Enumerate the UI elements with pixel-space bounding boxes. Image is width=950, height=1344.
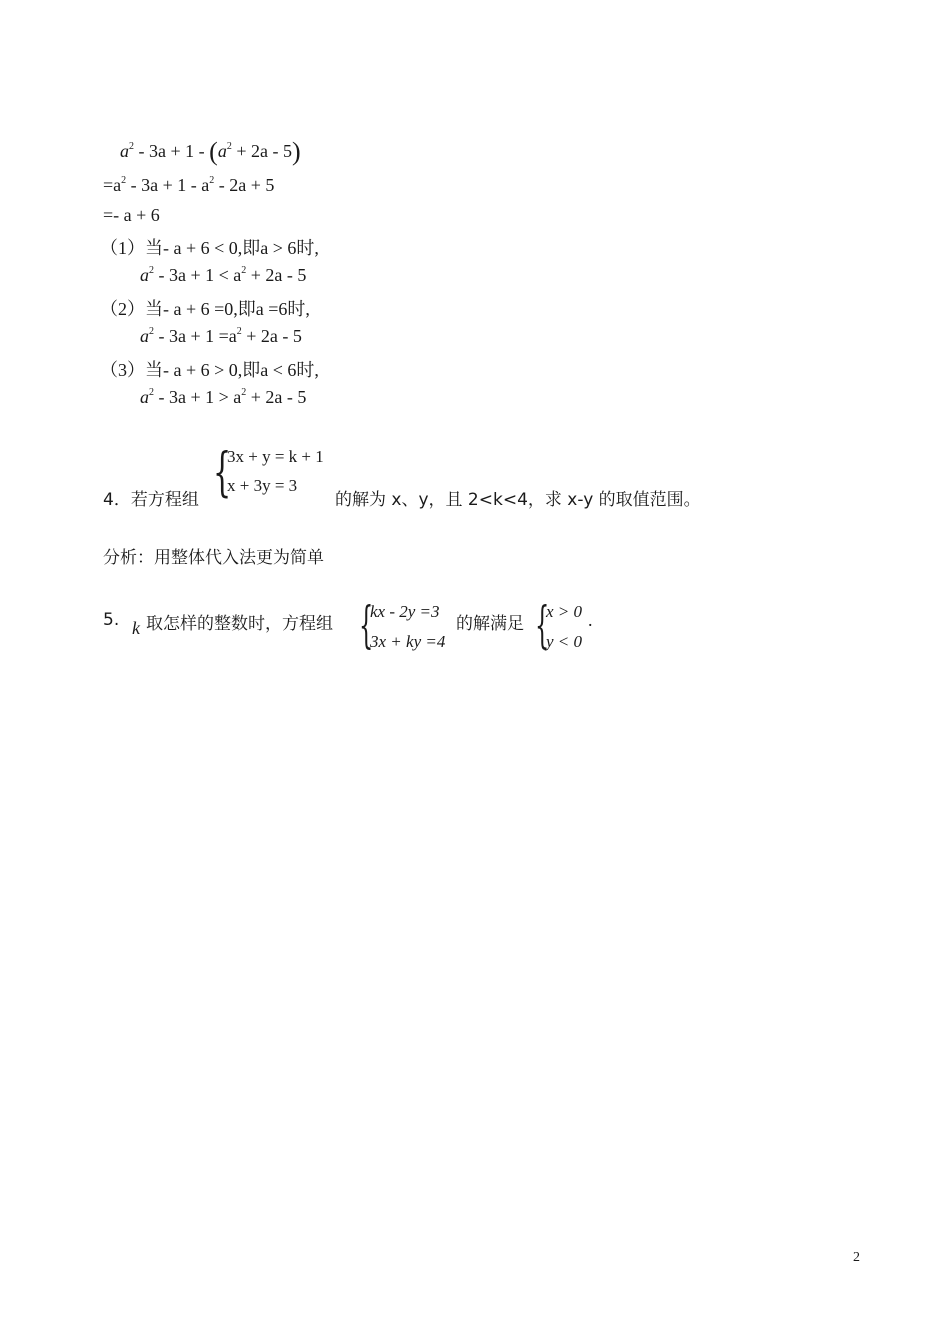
q4-equation-2: x + 3y = 3 [227, 476, 298, 495]
q5-brace-1: { [359, 596, 374, 654]
q5-condition-2: y < 0 [546, 632, 583, 651]
derivation-line-1: $=a^2 - 3a + 1 - a^2 - 2a + 5$ [103, 175, 275, 195]
q5-equation-2: 3x + ky =4 [370, 632, 446, 651]
derivation-line-2: =- a + 6 [103, 205, 160, 225]
q4-equation-1: 3x + y = k + 1 [227, 447, 324, 466]
q5-end-period: . [588, 610, 593, 630]
q5-number: 5. [103, 610, 120, 630]
q5-condition-1: x > 0 [546, 602, 583, 621]
q5-text-1: 取怎样的整数时，方程组 [146, 614, 333, 634]
q5-k: k [132, 618, 140, 638]
case-1-inequality: $a^2 - 3a + 1 < a^2 + 2a - 5$ [140, 265, 307, 285]
q5-brace-2: { [535, 596, 550, 654]
q4-prefix: 4．若方程组 [103, 490, 199, 510]
page-number: 2 [853, 1250, 860, 1265]
case-3-inequality: $a^2 - 3a + 1 > a^2 + 2a - 5$ [140, 387, 307, 407]
case-2-condition: （2）当- a + 6 =0,即a =6时, [100, 299, 310, 319]
q4-suffix: 的解为 x、y，且 2<k<4，求 x-y 的取值范围。 [335, 490, 701, 510]
q5-text-2: 的解满足 [456, 614, 524, 634]
q4-brace: { [213, 443, 232, 503]
q5-equation-1: kx - 2y =3 [370, 602, 440, 621]
case-2-inequality: $a^2 - 3a + 1 =a^2 + 2a - 5$ [140, 326, 302, 346]
case-3-condition: （3）当- a + 6 > 0,即a < 6时, [100, 360, 319, 380]
derivation-line-0: $a^2 - 3a + 1 - (a^2 + 2a - 5)$ [120, 137, 301, 166]
case-1-condition: （1）当- a + 6 < 0,即a > 6时, [100, 238, 319, 258]
analysis-text: 分析：用整体代入法更为简单 [103, 548, 324, 568]
